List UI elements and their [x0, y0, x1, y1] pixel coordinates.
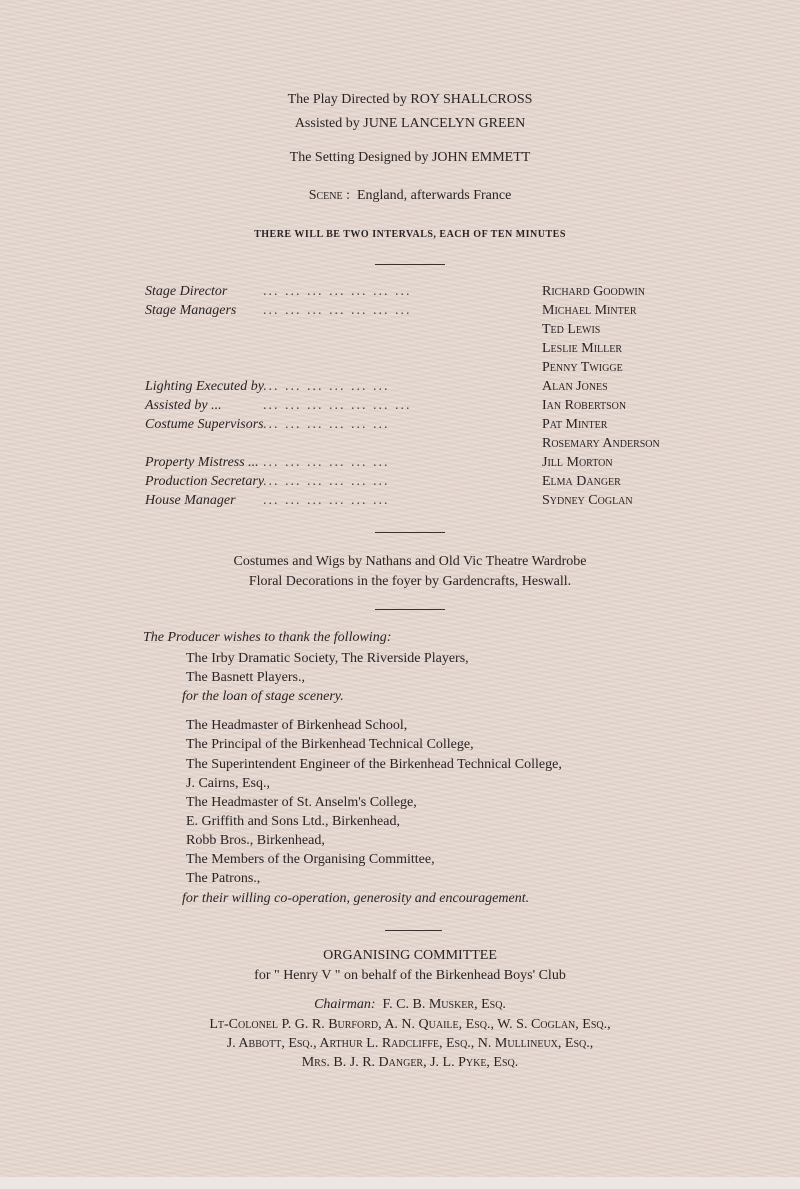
credit-row — [145, 322, 705, 341]
divider-rule — [375, 609, 445, 610]
scene-line — [0, 188, 800, 204]
scene-label: Scene : — [308, 188, 350, 203]
director-line: The Play Directed by ROY SHALLCROSS — [287, 92, 533, 107]
setting-line: The Setting Designed by JOHN EMMETT — [289, 150, 531, 165]
chairman-name: F. C. B. Musker, Esq. — [382, 997, 506, 1012]
thanks-item: Robb Bros., Birkenhead, — [186, 833, 325, 848]
divider-rule — [385, 930, 442, 931]
credit-name: Ian Robertson — [542, 398, 627, 413]
credit-row — [145, 341, 705, 360]
credit-role: Lighting Executed by — [145, 379, 264, 394]
thanks-item: The Principal of the Birkenhead Technical College, — [186, 737, 474, 752]
thanks-item: J. Cairns, Esq., — [186, 776, 270, 791]
divider-rule — [375, 532, 445, 533]
thanks-item: The Members of the Organising Committee, — [186, 852, 435, 867]
credit-row — [145, 284, 705, 303]
scene-value: England, afterwards France — [356, 188, 512, 203]
assistant-line: Assisted by JUNE LANCELYN GREEN — [294, 116, 526, 131]
credit-role: House Manager — [145, 493, 236, 508]
thanks-item: E. Griffith and Sons Ltd., Birkenhead, — [186, 814, 400, 829]
credits-list — [145, 284, 705, 512]
credit-role: Costume Supervisors — [145, 417, 264, 432]
credit-dots: ... ... ... ... ... ... — [263, 474, 390, 489]
credit-row — [145, 398, 705, 417]
credit-row — [145, 417, 705, 436]
credit-dots: ... ... ... ... ... ... — [263, 455, 390, 470]
thanks-item: The Headmaster of Birkenhead School, — [186, 718, 408, 733]
credit-role: Production Secretary — [145, 474, 265, 489]
credit-dots: ... ... ... ... ... ... — [263, 379, 390, 394]
credit-role: Stage Director — [145, 284, 228, 299]
page-bottom-edge — [0, 1177, 800, 1189]
committee-title: ORGANISING COMMITTEE — [323, 948, 497, 963]
chairman-label: Chairman: — [314, 997, 376, 1012]
credit-name: Elma Danger — [542, 474, 621, 489]
credit-dots: ... ... ... ... ... ... ... — [263, 284, 412, 299]
credit-role: Property Mistress ... — [145, 455, 259, 470]
committee-members: Mrs. B. J. R. Danger, J. L. Pyke, Esq. — [301, 1055, 519, 1070]
credit-row — [145, 303, 705, 322]
costumes-credit: Costumes and Wigs by Nathans and Old Vic Theatre Wardrobe — [233, 554, 587, 569]
thanks-item: The Superintendent Engineer of the Birkenhead Technical College, — [186, 757, 562, 772]
credit-dots: ... ... ... ... ... ... ... — [263, 398, 412, 413]
credit-row — [145, 493, 705, 512]
thanks-note: for the loan of stage scenery. — [182, 689, 344, 704]
credit-name: Sydney Coglan — [542, 493, 633, 508]
credit-name: Alan Jones — [542, 379, 608, 394]
intervals-notice: THERE WILL BE TWO INTERVALS, EACH OF TEN MINUTES — [254, 229, 566, 240]
credit-name: Richard Goodwin — [542, 284, 645, 299]
credit-row — [145, 379, 705, 398]
credit-dots: ... ... ... ... ... ... ... — [263, 303, 412, 318]
credit-row — [145, 436, 705, 455]
committee-members: Lt-Colonel P. G. R. Burford, A. N. Quaile, Esq., W. S. Coglan, Esq., — [209, 1017, 611, 1032]
credit-row — [145, 455, 705, 474]
thanks-item: The Basnett Players., — [186, 670, 305, 685]
credit-name: Michael Minter — [542, 303, 637, 318]
credit-name: Ted Lewis — [542, 322, 601, 337]
credit-name: Pat Minter — [542, 417, 608, 432]
floral-credit: Floral Decorations in the foyer by Gardencrafts, Heswall. — [248, 574, 572, 589]
credit-name: Jill Morton — [542, 455, 613, 470]
credit-name: Rosemary Anderson — [542, 436, 660, 451]
credit-dots: ... ... ... ... ... ... — [263, 493, 390, 508]
thanks-note: for their willing co-operation, generosity and encouragement. — [182, 891, 530, 906]
credit-name: Penny Twigge — [542, 360, 623, 375]
thanks-item: The Patrons., — [186, 871, 261, 886]
committee-members: J. Abbott, Esq., Arthur L. Radcliffe, Esq., N. Mullineux, Esq., — [226, 1036, 594, 1051]
credit-dots: ... ... ... ... ... ... — [263, 417, 390, 432]
thanks-item: The Headmaster of St. Anselm's College, — [186, 795, 417, 810]
thanks-intro: The Producer wishes to thank the following: — [143, 630, 392, 645]
credit-name: Leslie Miller — [542, 341, 623, 356]
credit-row — [145, 474, 705, 493]
credit-row — [145, 360, 705, 379]
thanks-item: The Irby Dramatic Society, The Riverside Players, — [186, 651, 469, 666]
credit-role: Stage Managers — [145, 303, 237, 318]
committee-subtitle: for " Henry V " on behalf of the Birkenhead Boys' Club — [254, 968, 566, 983]
divider-rule — [375, 264, 445, 265]
credit-role: Assisted by ... — [145, 398, 222, 413]
chairman-line — [0, 997, 800, 1013]
